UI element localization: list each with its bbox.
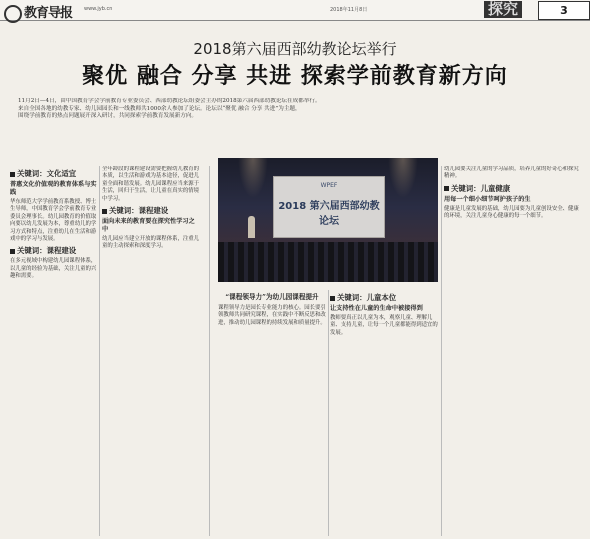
- pull-quote: “课程领导力”为幼儿园课程提升: [225, 293, 319, 301]
- logo-text: 教育导报: [24, 6, 73, 21]
- section-tag: 探究: [484, 1, 522, 18]
- column-1: [10, 166, 98, 536]
- audience: [218, 242, 438, 282]
- stage-light: [388, 158, 418, 198]
- section-heading: 关键词：课程建设: [102, 206, 200, 216]
- forum-photo: [218, 158, 438, 282]
- column-2: [102, 166, 200, 536]
- lead-line: 围绕学前教育的热点问题展开深入研讨，共同探索学前教育发展新方向。: [18, 113, 198, 120]
- column-rule: [99, 166, 100, 536]
- body-text: 幼儿园要关注儿童的学习品质，培养儿童的好奇心和探究精神。: [444, 166, 579, 180]
- column-rule: [328, 290, 329, 536]
- body-text: 幼儿园应当建立开放的课程体系，注重儿童的主动探索和深度学习。: [102, 236, 200, 250]
- article-lead: [18, 98, 578, 158]
- body-text: 华东师范大学学前教育系教授、博士生导师，中国教育学会学前教育专业委员会理事长。幼儿园教育的价值取向要以幼儿发展为本，尊重幼儿的学习方式和特点，注重幼儿在生活和游戏中的学习与发展。: [10, 199, 97, 243]
- section-heading: 关键词：课程建设: [10, 246, 98, 256]
- body-text: 教师要真正以儿童为本，观察儿童、理解儿童、支持儿童，让每一个儿童都能得到适宜的发展。: [330, 315, 438, 336]
- column-3: [218, 290, 326, 536]
- section-heading: 关键词：儿童本位: [330, 293, 438, 303]
- article-headline: 聚优 融合 分享 共进 探索学前教育新方向: [82, 64, 508, 89]
- masthead: [0, 0, 590, 21]
- section-heading: 关键词：儿童健康: [444, 184, 584, 194]
- column-rule: [209, 166, 210, 536]
- sub-heading: 让支持性在儿童的生命中被接得到: [330, 305, 423, 312]
- sub-heading: 普惠文化价值观的教育体系与实践: [10, 181, 97, 196]
- section-heading: 关键词：文化适宜: [10, 169, 98, 179]
- lead-line: 来自全国各地的幼教专家、幼儿园园长和一线教师共1000余人参加了论坛。论坛以“聚优 融合 分享 共进”为主题，: [18, 105, 301, 112]
- body-text: 在多元视域中构建幼儿园课程体系，以儿童的经验为基础，关注儿童的兴趣和需要。: [10, 258, 97, 280]
- body-text: 健康是儿童发展的基础，幼儿园要为儿童创设安全、健康的环境，关注儿童身心健康的每一个细节。: [444, 205, 579, 220]
- column-5: [444, 166, 584, 536]
- body-text: 课程领导力是园长专业能力的核心。园长要引领教师共同研究课程，在实践中不断反思和改进，推动幼儿园课程的持续发展和质量提升。: [218, 305, 326, 326]
- lead-line: 11月2日—4日，由中国教育学会学前教育专业委员会、西部幼教论坛组委会主办的2018第六届西部幼教论坛在成都举行。: [18, 98, 321, 104]
- column-rule: [441, 166, 442, 536]
- masthead-date: 2018年11月8日: [330, 7, 368, 13]
- sub-heading: 面向未来的教育要在探究性学习之中: [102, 218, 195, 234]
- stage-screen-logo: WPEF: [320, 182, 338, 189]
- newspaper-logo: [4, 2, 72, 23]
- stage-screen-title: 2018 第六届西部幼教论坛: [278, 201, 380, 227]
- body-text: 全年龄段的课程建设需要把握幼儿教育的本质，以生活和游戏为基本途径，促进儿童全面和谐发展。幼儿园课程应当来源于生活，回归于生活，让儿童在真实的情境中学习。: [102, 166, 200, 202]
- column-4: [330, 290, 438, 536]
- masthead-url: www.jyb.cn: [84, 6, 113, 12]
- article-kicker: 2018第六届西部幼教论坛举行: [193, 40, 397, 58]
- page-number: 3: [538, 1, 590, 20]
- stage-screen: [273, 176, 385, 238]
- logo-emblem-icon: [4, 5, 22, 23]
- speaker-figure: [248, 216, 255, 238]
- stage-light: [238, 158, 268, 198]
- sub-heading: 用每一个细小细节呵护孩子的生: [444, 195, 531, 203]
